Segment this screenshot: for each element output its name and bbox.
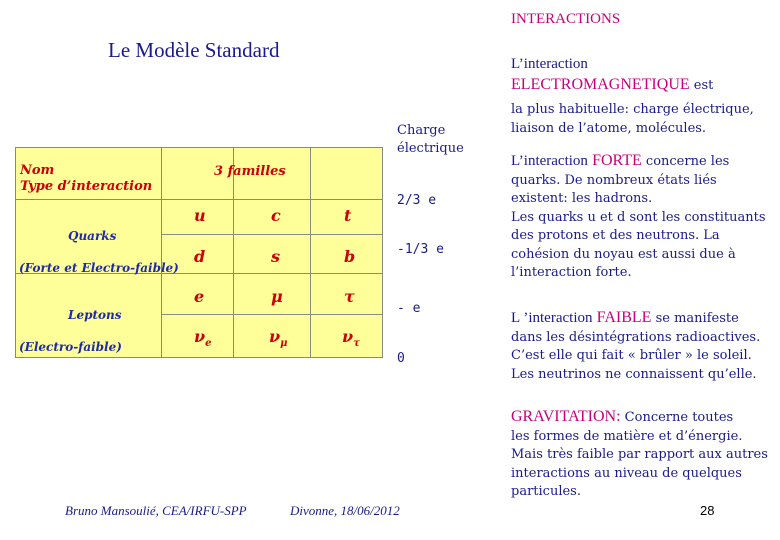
- table-divider: [16, 199, 382, 200]
- em-paragraph: [511, 55, 773, 138]
- quark-s: s: [271, 247, 281, 266]
- page-number: 28: [700, 503, 715, 518]
- weak-text-1: se manifeste: [655, 311, 739, 326]
- footer-place-date: Divonne, 18/06/2012: [290, 503, 400, 518]
- strong-text-1: concerne les: [645, 154, 730, 169]
- gravitation-paragraph: [511, 408, 773, 502]
- leptons-label: Leptons: [68, 308, 122, 322]
- leptons-interaction: (Electro-faible): [19, 340, 122, 354]
- charge-heading-line1: Charge: [397, 123, 446, 138]
- lepton-electron: e: [194, 287, 205, 306]
- slide-title: Le Modèle Standard: [108, 38, 280, 62]
- neutrino-mu: $\nu_\mu$: [269, 327, 288, 350]
- em-est: est: [693, 77, 714, 93]
- table-divider: [233, 148, 234, 357]
- em-text: la plus habituelle: charge électrique, liaison de l’atome, molécules.: [511, 102, 754, 136]
- charge-charged-leptons: - e: [397, 301, 421, 316]
- strong-text-2: quarks. De nombreux états liés existent: les hadrons.: [511, 172, 717, 206]
- strong-intro: L’interaction: [511, 153, 588, 169]
- quark-c: c: [271, 206, 281, 225]
- strong-title-line: [511, 152, 773, 172]
- em-name: ELECTROMAGNETIQUE: [511, 75, 690, 93]
- weak-title-line: [511, 309, 773, 329]
- charge-neutrinos: 0: [397, 351, 405, 366]
- table-header-families: 3 familles: [214, 164, 286, 179]
- strong-name: FORTE: [592, 152, 642, 169]
- charge-up-quarks: 2/3 e: [397, 193, 437, 208]
- weak-intro: L ’interaction: [511, 310, 593, 326]
- gravitation-name: GRAVITATION:: [511, 408, 621, 425]
- weak-name: FAIBLE: [596, 309, 652, 326]
- charge-heading: [397, 122, 464, 158]
- neutrino-tau: $\nu_\tau$: [342, 327, 360, 350]
- table-divider: [161, 234, 382, 235]
- table-divider: [310, 148, 311, 357]
- lepton-muon: μ: [271, 287, 283, 306]
- quark-t: t: [344, 206, 352, 225]
- quark-u: u: [194, 206, 206, 225]
- strong-text-3: Les quarks u et d sont les constituants des protons et des neutrons. La cohésion du noyau est aussi due à l’interaction forte.: [511, 209, 766, 280]
- neutrino-e: $\nu_e$: [194, 327, 212, 350]
- table-divider: [161, 148, 162, 357]
- quark-d: d: [194, 247, 206, 266]
- charge-heading-line2: électrique: [397, 141, 464, 156]
- charge-down-quarks: -1/3 e: [397, 242, 444, 257]
- gravitation-text-1: Concerne toutes: [624, 410, 734, 425]
- quark-b: b: [344, 247, 356, 266]
- em-intro: L’interaction: [511, 56, 588, 72]
- table-divider: [161, 314, 382, 315]
- particle-table: [15, 147, 383, 358]
- quarks-interaction: (Forte et Electro-faible): [19, 261, 179, 275]
- quarks-label: Quarks: [68, 229, 117, 243]
- table-header-name: Nom: [20, 163, 55, 178]
- weak-text-2: dans les désintégrations radioactives. C’est elle qui fait « brûler » le soleil. Les neutrinos ne connaissent qu’elle.: [511, 329, 761, 382]
- table-header-type: Type d’interaction: [20, 179, 153, 194]
- gravitation-title-line: [511, 408, 773, 428]
- footer-author: Bruno Mansoulié, CEA/IRFU-SPP: [65, 503, 247, 518]
- weak-paragraph: [511, 309, 773, 384]
- section-title: INTERACTIONS: [511, 11, 621, 27]
- gravitation-text-2: les formes de matière et d’énergie. Mais très faible par rapport aux autres interactions au niveau de quelques particules.: [511, 428, 768, 499]
- lepton-tau: τ: [344, 287, 355, 306]
- em-name-line: [511, 76, 773, 96]
- strong-paragraph: [511, 152, 773, 283]
